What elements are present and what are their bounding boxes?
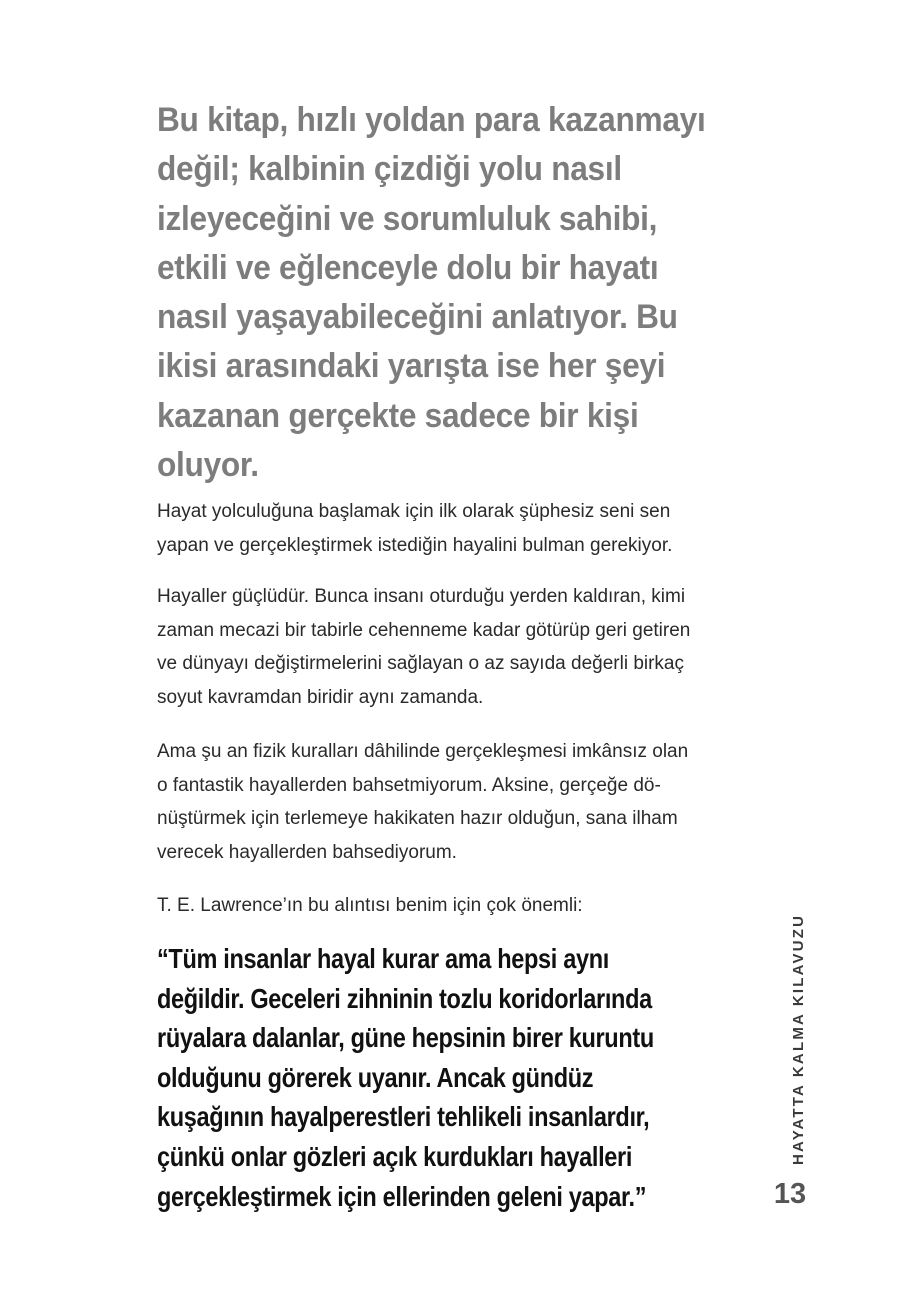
quote-line: rüyalara dalanlar, güne hepsinin birer kuruntu xyxy=(157,1022,654,1054)
quote-line: olduğunu görerek uyanır. Ancak gündüz xyxy=(157,1061,594,1093)
page-number: 13 xyxy=(773,1178,807,1210)
paragraph-line: ve dünyayı değiştirmelerini sağlayan o az sayıda değerli birkaç xyxy=(157,653,684,674)
headline-line: nasıl yaşayabileceğini anlatıyor. Bu xyxy=(157,298,678,337)
headline-line: ikisi arasındaki yarışta ise her şeyi xyxy=(157,347,666,386)
paragraph-line: Hayat yolculuğuna başlamak için ilk olarak şüphesiz seni sen xyxy=(157,501,671,522)
quote-line: gerçekleştirmek için ellerinden geleni yapar.” xyxy=(157,1180,647,1212)
running-title: HAYATTA KALMA KILAVUZU xyxy=(790,913,807,1165)
headline-line: oluyor. xyxy=(157,446,259,485)
paragraph-line: zaman mecazi bir tabirle cehenneme kadar götürüp geri getiren xyxy=(157,619,691,641)
body-paragraph xyxy=(157,735,747,869)
headline-line: etkili ve eğlenceyle dolu bir hayatı xyxy=(157,248,659,287)
quote-line: “Tüm insanlar hayal kurar ama hepsi aynı xyxy=(157,943,609,974)
headline-line: kazanan gerçekte sadece bir kişi xyxy=(157,396,639,435)
body-paragraph xyxy=(157,495,747,562)
headline xyxy=(157,96,706,490)
paragraph-line: soyut kavramdan biridir aynı zamanda. xyxy=(157,686,484,708)
headline-line: Bu kitap, hızlı yoldan para kazanmayı xyxy=(157,101,706,139)
quote-line: değildir. Geceleri zihninin tozlu koridorlarında xyxy=(157,982,652,1014)
paragraph-line: o fantastik hayallerden bahsetmiyorum. Aksine, gerçeğe dö- xyxy=(157,774,661,796)
quote-line: çünkü onlar gözleri açık kurdukları hayalleri xyxy=(157,1140,633,1172)
paragraph-line: yapan ve gerçekleştirmek istediğin hayalini bulman gerekiyor. xyxy=(157,534,673,556)
paragraph-line: Ama şu an fizik kuralları dâhilinde gerçekleşmesi imkânsız olan xyxy=(157,741,689,762)
paragraph-line: T. E. Lawrence’ın bu alıntısı benim için çok önemli: xyxy=(157,895,583,916)
paragraph-line: nüştürmek için terlemeye hakikaten hazır olduğun, sana ilham xyxy=(157,808,678,829)
paragraph-line: Hayaller güçlüdür. Bunca insanı oturduğu yerden kaldıran, kimi xyxy=(157,586,686,607)
body-paragraph xyxy=(157,580,747,714)
headline-line: izleyeceğini ve sorumluluk sahibi, xyxy=(157,199,658,238)
headline-line: değil; kalbinin çizdiği yolu nasıl xyxy=(157,150,622,189)
body-paragraph xyxy=(157,889,747,923)
paragraph-line: verecek hayallerden bahsediyorum. xyxy=(157,841,457,863)
quote-line: kuşağının hayalperestleri tehlikeli insanlardır, xyxy=(157,1101,650,1133)
quote-block xyxy=(157,939,661,1216)
